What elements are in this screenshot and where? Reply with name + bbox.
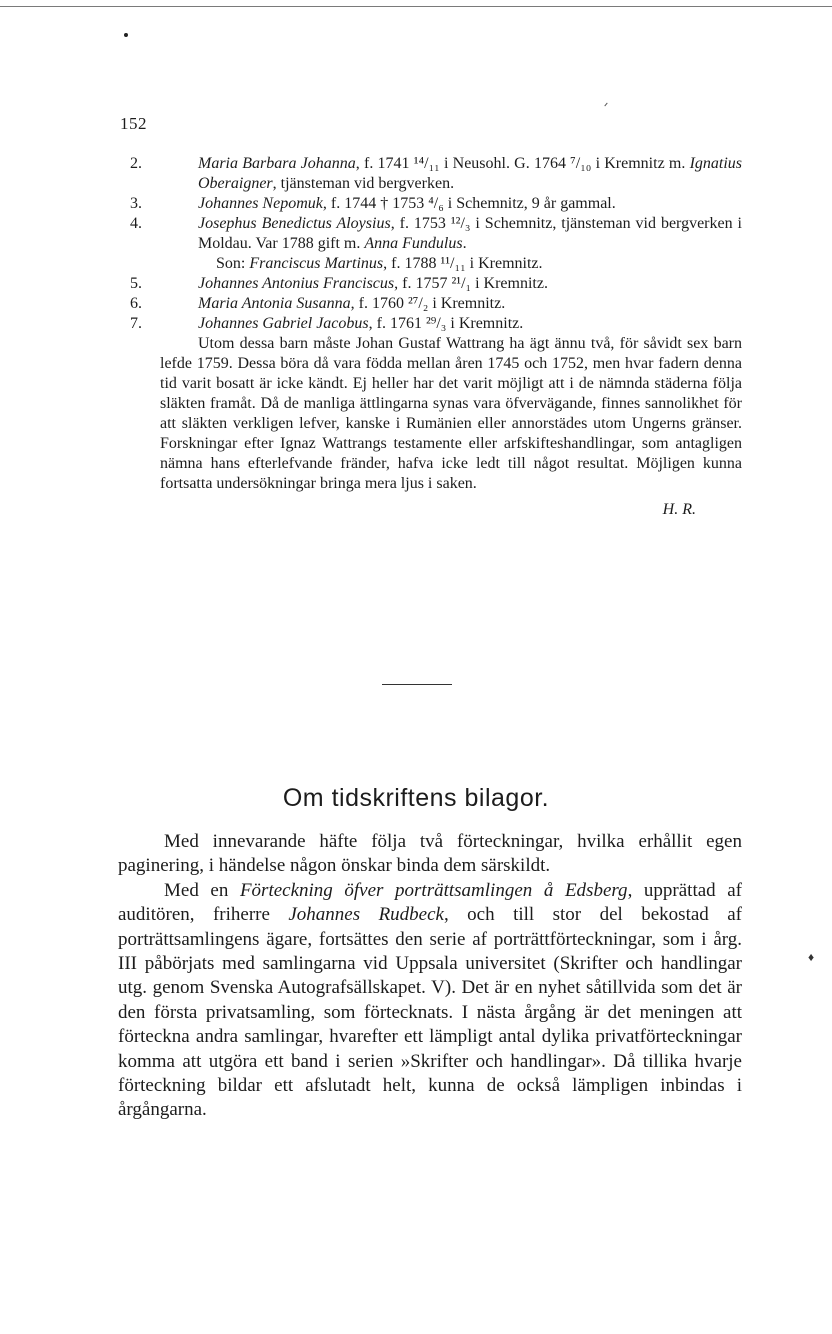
son-text: , f. 1788 ¹¹/₁₁ i Kremnitz. <box>383 255 543 272</box>
genealogy-list <box>120 154 742 520</box>
section-divider <box>382 684 452 685</box>
p2-middle: , upprättad af auditören, friherre <box>118 879 743 926</box>
entry-name: Josephus Benedictus Aloysius <box>198 215 391 232</box>
entry-name: Johannes Antonius Franciscus <box>198 275 395 292</box>
section-body <box>118 830 742 1123</box>
entry-text: , f. 1753 ¹²/₃ i Schemnitz, tjänsteman vid bergverken i Moldau. Var 1788 gift m. <box>198 215 743 252</box>
entry-spouse: Ignatius Oberaigner <box>198 155 743 192</box>
list-item <box>120 154 742 194</box>
page-number: 152 <box>120 114 147 133</box>
margin-mark: ♦ <box>808 950 815 964</box>
entry-name: Johannes Nepomuk <box>198 195 323 212</box>
entry-number: 4. <box>130 215 142 232</box>
entry-text: , f. 1757 ²¹/₁ i Kremnitz. <box>394 275 548 292</box>
list-item <box>120 314 742 334</box>
entry-number: 7. <box>130 315 142 332</box>
entry-number: 3. <box>130 195 142 212</box>
entry-name: Johannes Gabriel Jacobus <box>198 315 369 332</box>
p2-lead: Med en <box>164 879 240 901</box>
entry-number: 6. <box>130 295 142 312</box>
list-item <box>120 294 742 314</box>
entry-tail: . <box>462 235 467 252</box>
entry-spouse: Anna Fundulus <box>364 235 463 252</box>
section-title: Om tidskriftens bilagor. <box>282 784 550 812</box>
entry-text: , f. 1741 ¹⁴/₁₁ i Neusohl. G. 1764 ⁷/₁₀ i Kremnitz m. <box>355 155 690 172</box>
entry-name: Maria Barbara Johanna <box>198 155 356 172</box>
catalogue-title: Förteckning öfver porträttsamlingen å Edsberg <box>239 879 628 901</box>
closing-paragraph: Utom dessa barn måste Johan Gustaf Wattrang ha ägt ännu två, för såvidt sex barn lefde 1759. Dessa böra då vara födda mellan åren 1745 och 1752, men hvar fadern denna tid varit bosatt är icke kändt. Ej heller har det varit möjligt att i de nämnda städerna följa släkten framåt. Då de manliga ättlingarna synas vara öfvervägande, finnes sannolikhet för att släkten verkligen lefver, kanske i Rumänien eller annorstädes utom Ungerns gränser. Forskningar efter Ignaz Wattrangs testamente eller arfskifteshandlingar, som antagligen nämna hans efterlefvande fränder, hafva icke ledt till något resultat. Möjligen kunna fortsatta undersökningar bringa mera ljus i saken. <box>160 335 742 492</box>
body-paragraph-1: Med innevarande häfte följa två förteckningar, hvilka erhållit egen paginering, i händelse någon önskar binda dem särskildt. <box>118 831 742 877</box>
entry-text: , f. 1760 ²⁷/₂ i Kremnitz. <box>350 295 506 312</box>
list-item <box>120 194 742 214</box>
list-item <box>120 274 742 294</box>
entry-tail: , tjänsteman vid bergverken. <box>272 175 455 192</box>
p2-rest: , och till stor del bekostad af porträttsamlingens ägare, fortsättes den serie af porträttförteckningar, som i årg. III påbörjats med samlingarna vid Uppsala universitet (Skrifter och handlingar utg. genom Svenska Autografsällskapet. V). Det är en nyhet såtillvida som det är den första privatsamling, som förtecknats. I nästa årgång är det meningen att förteckna andra samlingar, hvarefter ett lämpligt antal dylika privatförteckningar komma att utgöra ett band i serien »Skrifter och handlingar». Då tillika hvarje förteckning bildar ett afslutadt helt, kunna de också lämpligen inbindas i årgångarna. <box>118 904 742 1121</box>
body-paragraph-2 <box>118 879 742 1123</box>
ink-speck <box>604 103 607 107</box>
son-line <box>120 254 742 274</box>
entry-number: 2. <box>130 155 142 172</box>
author-name: Johannes Rudbeck <box>288 904 444 926</box>
top-edge-rule <box>0 6 832 7</box>
entry-number: 5. <box>130 275 142 292</box>
author-signature: H. R. <box>662 501 696 518</box>
list-item <box>120 214 742 254</box>
entry-text: , f. 1744 † 1753 ⁴/₆ i Schemnitz, 9 år gammal. <box>322 195 616 212</box>
son-name: Franciscus Martinus <box>249 255 384 272</box>
entry-name: Maria Antonia Susanna <box>198 295 351 312</box>
son-label: Son: <box>216 255 250 272</box>
entry-text: , f. 1761 ²⁹/₃ i Kremnitz. <box>368 315 524 332</box>
ink-dot <box>124 33 128 37</box>
